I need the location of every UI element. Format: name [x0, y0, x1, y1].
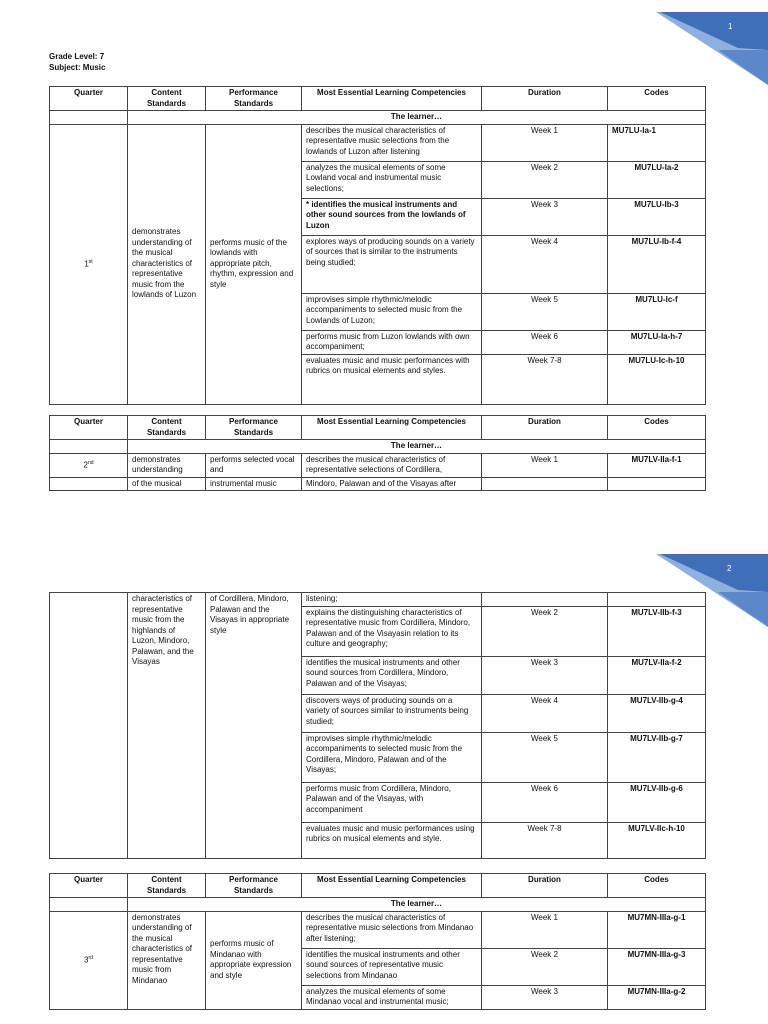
competency: explains the distinguishing characteristics of representative music from Cordillera, Mindoro, Palawan and of the Visayasin relation to its culture and geography; — [302, 606, 482, 656]
code: MU7MN-IIIa-g-1 — [608, 911, 706, 948]
duration: Week 4 — [482, 694, 608, 732]
competency: describes the musical characteristics of representative music selections from the lowlands of Luzon after listening — [302, 124, 482, 161]
code: MU7LU-Ic-h-10 — [608, 354, 706, 404]
code: MU7LV-IIb-g-4 — [608, 694, 706, 732]
code: MU7LU-Ia-2 — [608, 161, 706, 198]
header-melc: Most Essential Learning Competencies — [302, 874, 482, 898]
duration: Week 5 — [482, 732, 608, 782]
quarter-cell: 3rd — [50, 911, 128, 1009]
competency: * identifies the musical instruments and other sound sources from the lowlands of Luzon — [302, 198, 482, 235]
duration: Week 6 — [482, 330, 608, 354]
document-header — [49, 51, 105, 73]
content-standard: characteristics of representative music from the highlands of Luzon, Mindoro, Palawan, and the Visayas — [128, 593, 206, 859]
competency: identifies the musical instruments and other sound sources from Cordillera, Mindoro, Palawan and of the Visayas; — [302, 656, 482, 694]
competency: evaluates music and music performances using rubrics on musical elements and style. — [302, 822, 482, 858]
code: MU7LV-IIa-f-2 — [608, 656, 706, 694]
duration: Week 6 — [482, 782, 608, 822]
code: MU7LV-IIc-h-10 — [608, 822, 706, 858]
quarter-cell: 1st — [50, 124, 128, 404]
competency: Mindoro, Palawan and of the Visayas after — [302, 477, 482, 491]
duration: Week 1 — [482, 911, 608, 948]
duration: Week 3 — [482, 198, 608, 235]
competency: analyzes the musical elements of some Lowland vocal and instrumental music selections; — [302, 161, 482, 198]
header-duration: Duration — [482, 416, 608, 440]
competency: performs music from Luzon lowlands with own accompaniment; — [302, 330, 482, 354]
header-content-standards: Content Standards — [128, 87, 206, 111]
header-duration: Duration — [482, 874, 608, 898]
header-performance-standards: Performance Standards — [206, 416, 302, 440]
duration: Week 4 — [482, 235, 608, 293]
competency: analyzes the musical elements of some Mindanao vocal and instrumental music; — [302, 985, 482, 1009]
code: MU7LU-Ib-f-4 — [608, 235, 706, 293]
header-performance-standards: Performance Standards — [206, 87, 302, 111]
header-duration: Duration — [482, 87, 608, 111]
header-melc: Most Essential Learning Competencies — [302, 87, 482, 111]
content-standard: demonstrates understanding — [128, 453, 206, 477]
code: MU7LV-IIa-f-1 — [608, 453, 706, 477]
duration: Week 2 — [482, 948, 608, 985]
code: MU7MN-IIIa-g-3 — [608, 948, 706, 985]
header-content-standards: Content Standards — [128, 416, 206, 440]
competency: identifies the musical instruments and other sound sources of representative music selections from Mindanao — [302, 948, 482, 985]
code: MU7LU-Ic-f — [608, 293, 706, 330]
competency: describes the musical characteristics of representative music selections from Mindanao after listening; — [302, 911, 482, 948]
page-number-2: 2 — [727, 564, 732, 573]
header-codes: Codes — [608, 874, 706, 898]
competency: explores ways of producing sounds on a variety of sources that is similar to the instruments being studied; — [302, 235, 482, 293]
header-quarter: Quarter — [50, 416, 128, 440]
performance-standard: performs selected vocal and — [206, 453, 302, 477]
duration: Week 5 — [482, 293, 608, 330]
code: MU7LU-Ia-1 — [608, 124, 706, 161]
code: MU7MN-IIIa-g-2 — [608, 985, 706, 1009]
duration: Week 2 — [482, 606, 608, 656]
code: MU7LU-Ib-3 — [608, 198, 706, 235]
header-quarter: Quarter — [50, 874, 128, 898]
competency: performs music from Cordillera, Mindoro, Palawan and of the Visayas, with accompaniment — [302, 782, 482, 822]
performance-standard: instrumental music — [206, 477, 302, 491]
header-quarter: Quarter — [50, 87, 128, 111]
duration: Week 3 — [482, 985, 608, 1009]
competency: discovers ways of producing sounds on a variety of sources similar to instruments being studied; — [302, 694, 482, 732]
code: MU7LV-IIb-g-7 — [608, 732, 706, 782]
quarter-2-table-continued — [49, 592, 706, 859]
learner-label: The learner… — [128, 440, 706, 454]
content-standard: demonstrates understanding of the musical characteristics of representative music from the lowlands of Luzon — [128, 124, 206, 404]
quarter-2-table-start — [49, 415, 706, 491]
performance-standard: of Cordillera, Mindoro, Palawan and the Visayas in appropriate style — [206, 593, 302, 859]
duration: Week 3 — [482, 656, 608, 694]
header-content-standards: Content Standards — [128, 874, 206, 898]
performance-standard: performs music of the lowlands with appropriate pitch, rhythm, expression and style — [206, 124, 302, 404]
subject: Subject: Music — [49, 63, 106, 72]
duration: Week 7-8 — [482, 354, 608, 404]
competency: improvises simple rhythmic/melodic accompaniments to selected music from the Cordillera, Mindoro, Palawan and of the Visayas; — [302, 732, 482, 782]
header-performance-standards: Performance Standards — [206, 874, 302, 898]
content-standard: of the musical — [128, 477, 206, 491]
duration: Week 1 — [482, 453, 608, 477]
quarter-1-table — [49, 86, 706, 405]
code: MU7LV-IIb-f-3 — [608, 606, 706, 656]
performance-standard: performs music of Mindanao with appropriate expression and style — [206, 911, 302, 1009]
competency: improvises simple rhythmic/melodic accompaniments to selected music from the Lowlands of Luzon; — [302, 293, 482, 330]
code: MU7LU-Ia-h-7 — [608, 330, 706, 354]
competency: listening; — [302, 593, 482, 607]
content-standard: demonstrates understanding of the musical characteristics of representative music from Mindanao — [128, 911, 206, 1009]
learner-label: The learner… — [128, 898, 706, 912]
header-melc: Most Essential Learning Competencies — [302, 416, 482, 440]
duration: Week 2 — [482, 161, 608, 198]
learner-label: The learner… — [128, 111, 706, 125]
duration: Week 1 — [482, 124, 608, 161]
competency: describes the musical characteristics of representative selections of Cordillera, — [302, 453, 482, 477]
header-codes: Codes — [608, 416, 706, 440]
quarter-cell — [50, 593, 128, 859]
quarter-3-table — [49, 873, 706, 1010]
competency: evaluates music and music performances with rubrics on musical elements and styles. — [302, 354, 482, 404]
code: MU7LV-IIb-g-6 — [608, 782, 706, 822]
grade-level: Grade Level: 7 — [49, 52, 105, 61]
page-number-1: 1 — [728, 22, 733, 31]
duration: Week 7-8 — [482, 822, 608, 858]
header-codes: Codes — [608, 87, 706, 111]
quarter-cell: 2nd — [50, 453, 128, 477]
